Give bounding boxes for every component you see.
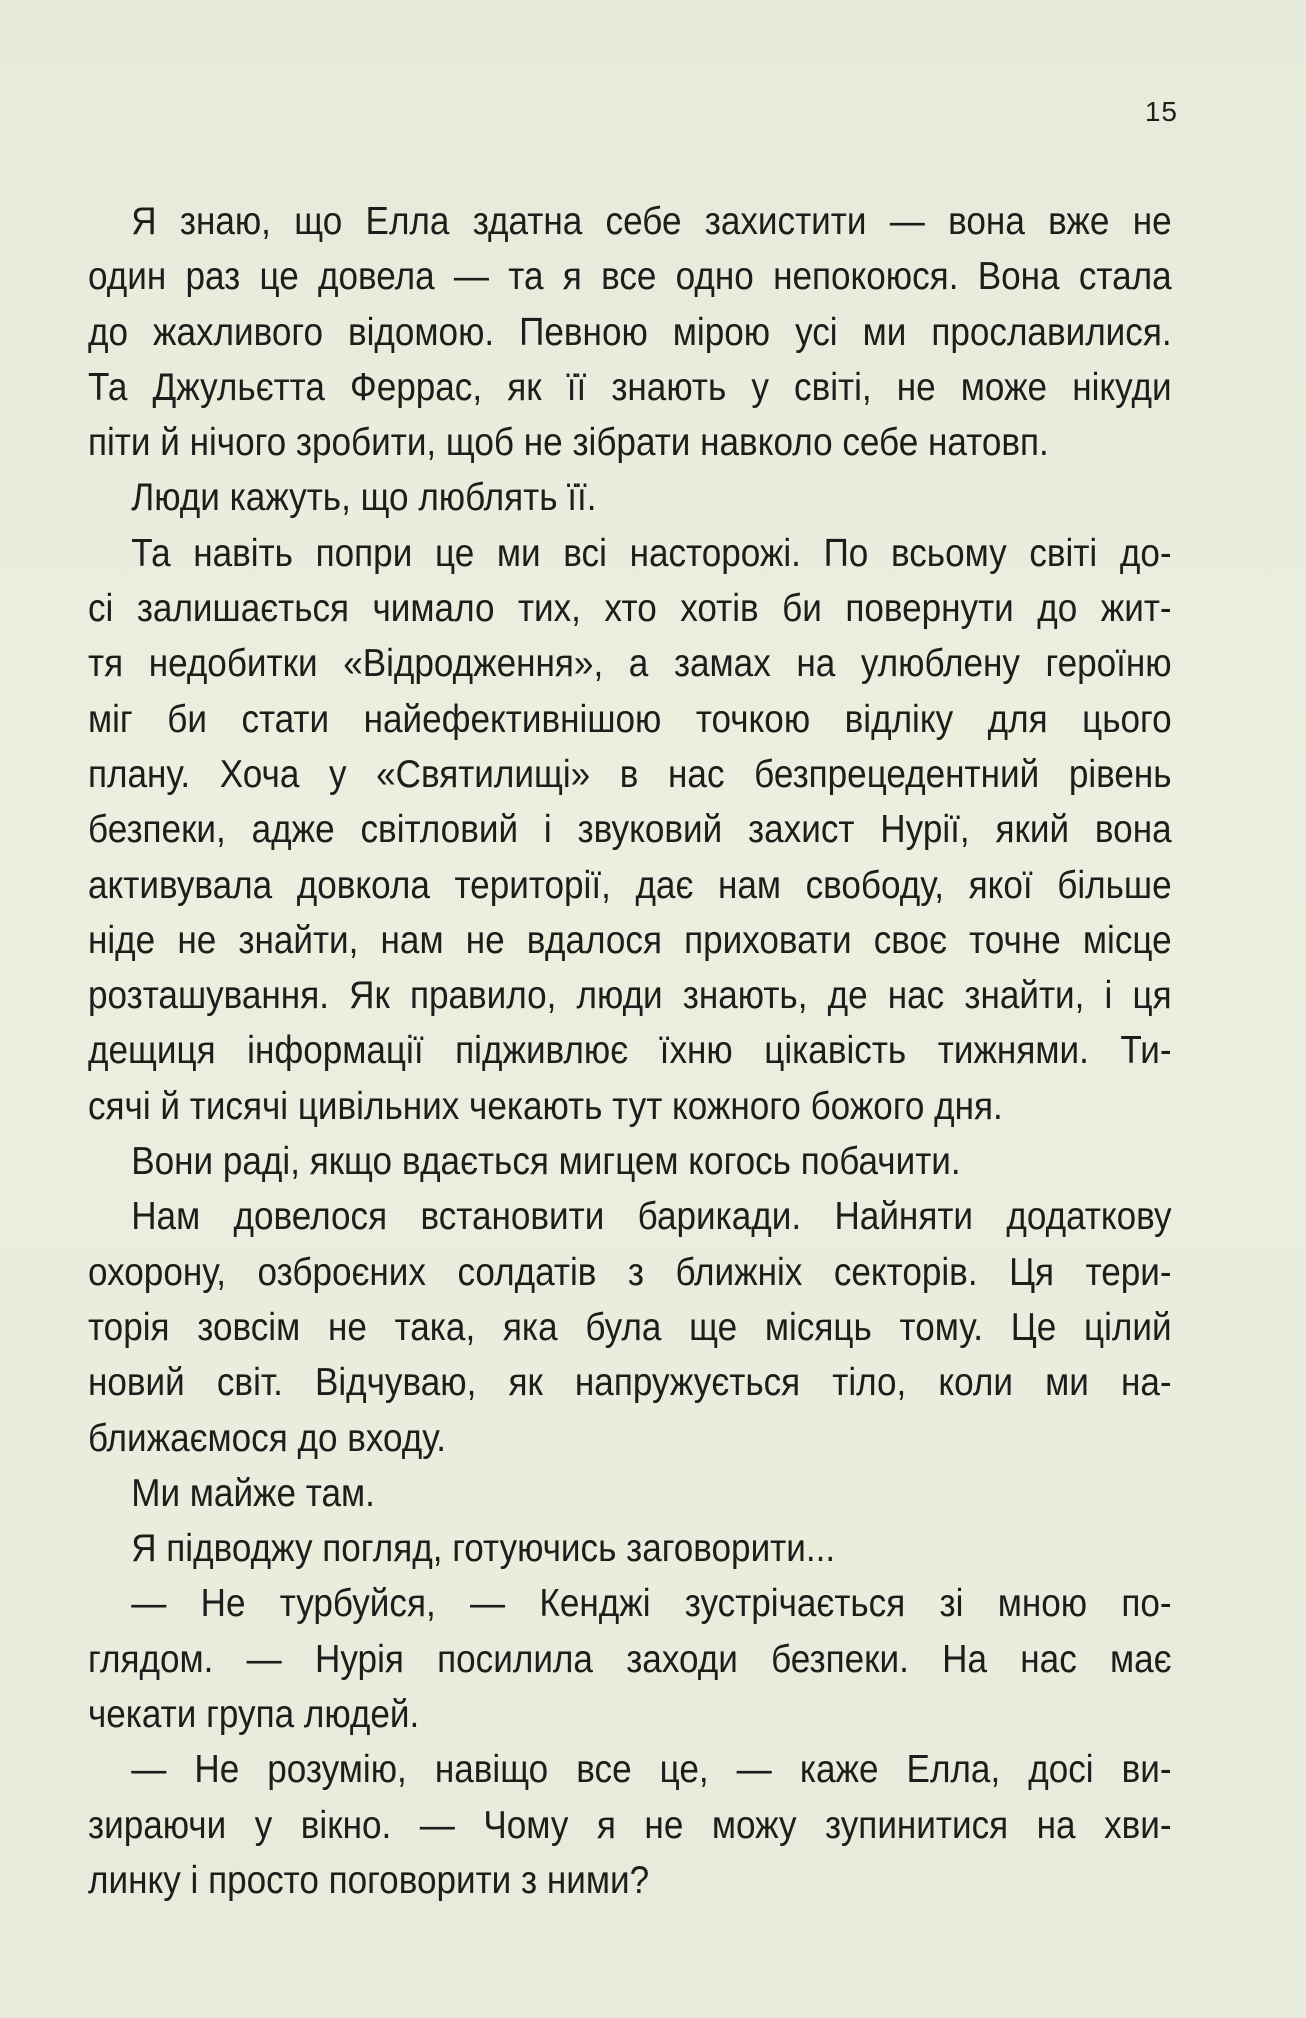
text-line: плану. Хоча у «Святилищі» в нас безпрецедентний рівень (88, 752, 1172, 796)
text-line: Вони раді, якщо вдається мигцем когось побачити. (131, 1140, 961, 1184)
text-line: ніде не знайти, нам не вдалося приховати своє точне місце (88, 918, 1172, 962)
text-line: розташування. Як правило, люди знають, де нас знайти, і ця (88, 974, 1172, 1018)
text-line: безпеки, адже світловий і звуковий захист Нурії, який вона (88, 808, 1172, 852)
text-line: до жахливого відомою. Певною мірою усі ми прославилися. (88, 310, 1172, 354)
paragraph (88, 194, 1172, 470)
text-line: активувала довкола території, дає нам свободу, якої більше (88, 863, 1172, 907)
text-line: линку і просто поговорити з ними? (88, 1858, 650, 1902)
text-line: — Не турбуйся, — Кенджі зустрічається зі мною по- (131, 1582, 1172, 1626)
text-line: новий світ. Відчуваю, як напружується тіло, коли ми на- (88, 1361, 1172, 1405)
paragraph (88, 1742, 1172, 1908)
text-line: тя недобитки «Відродження», а замах на улюблену героїню (88, 642, 1172, 686)
text-line: сячі й тисячі цивільних чекають тут кожного божого дня. (88, 1084, 1003, 1128)
text-line: Я підводжу погляд, готуючись заговорити... (131, 1527, 836, 1571)
page-number: 15 (1144, 96, 1178, 127)
text-line: — Не розумію, навіщо все це, — каже Елла, досі ви- (131, 1748, 1172, 1792)
paragraph (88, 1576, 1172, 1742)
text-line: Та навіть попри це ми всі насторожі. По всьому світі до- (131, 531, 1172, 575)
text-line: Та Джульєтта Феррас, як її знають у світі, не може нікуди (88, 365, 1172, 409)
paragraph (88, 1466, 1172, 1521)
paragraph (88, 1134, 1172, 1189)
text-line: Я знаю, що Елла здатна себе захистити — вона вже не (131, 200, 1172, 243)
text-line: сі залишається чимало тих, хто хотів би повернути до жит- (88, 587, 1172, 631)
paragraph (88, 1521, 1172, 1576)
body-text (88, 194, 1172, 1908)
paragraph (88, 470, 1172, 525)
text-line: торія зовсім не така, яка була ще місяць тому. Це цілий (88, 1305, 1172, 1349)
text-line: піти й нічого зробити, щоб не зібрати навколо себе натовп. (88, 421, 1049, 465)
text-line: глядом. — Нурія посилила заходи безпеки. На нас має (88, 1637, 1172, 1681)
text-line: Нам довелося встановити барикади. Найняти додаткову (131, 1195, 1172, 1239)
paragraph (88, 1189, 1172, 1465)
text-line: один раз це довела — та я все одно непокоюся. Вона стала (88, 255, 1172, 299)
text-line: дещиця інформації підживлює їхню цікавість тижнями. Ти- (88, 1029, 1172, 1073)
paragraph (88, 526, 1172, 1134)
text-line: охорону, озброєних солдатів з ближніх секторів. Ця тери- (88, 1250, 1172, 1294)
text-line: зираючи у вікно. — Чому я не можу зупинитися на хви- (88, 1803, 1172, 1847)
text-line: чекати група людей. (88, 1693, 420, 1737)
text-line: Люди кажуть, що люблять її. (131, 476, 597, 520)
text-line: Ми майже там. (131, 1471, 375, 1515)
text-line: міг би стати найефективнішою точкою відліку для цього (88, 697, 1172, 741)
text-line: ближаємося до входу. (88, 1416, 447, 1460)
